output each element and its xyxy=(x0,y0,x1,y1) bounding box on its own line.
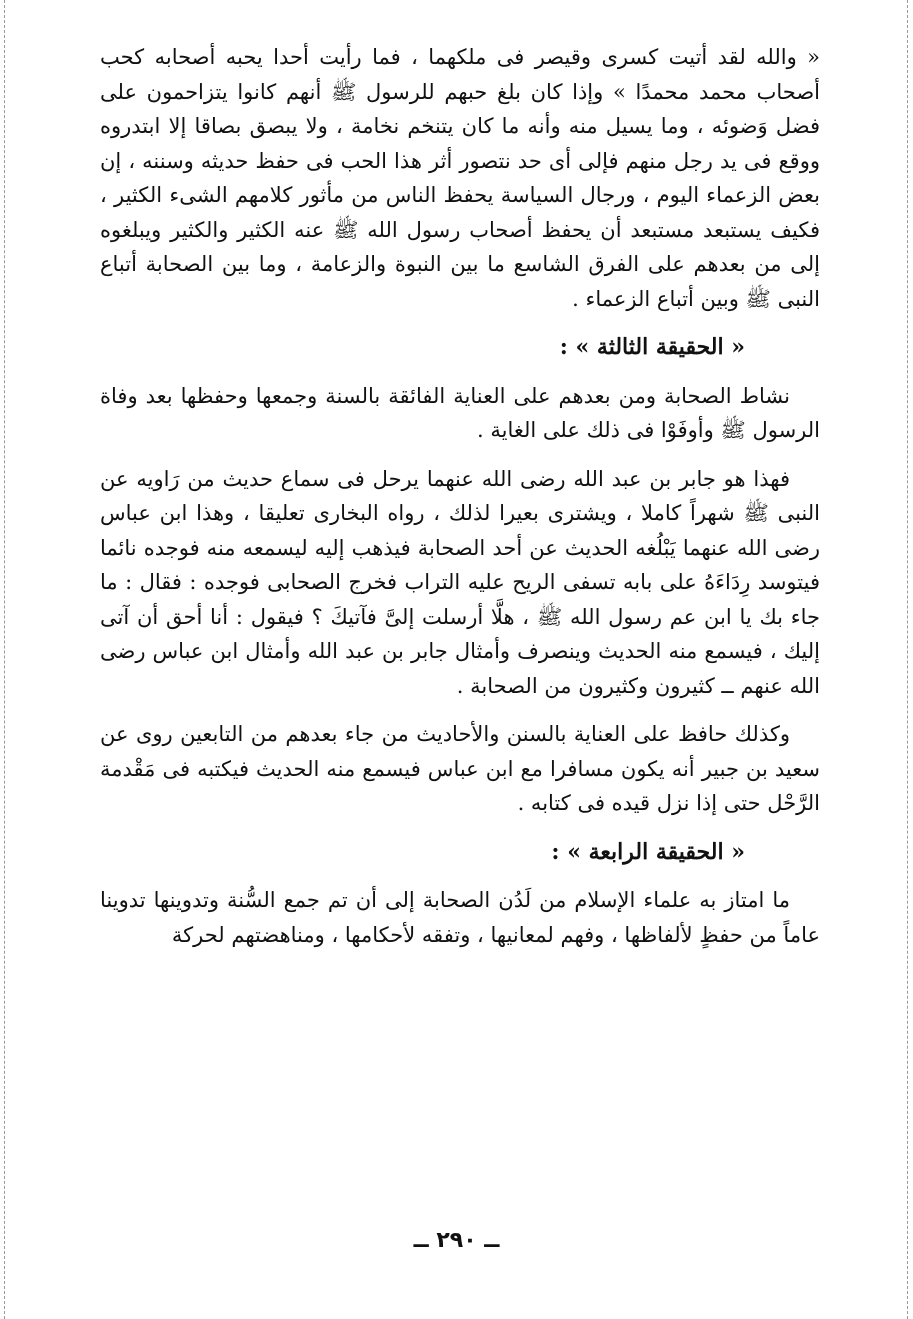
paragraph-3: فهذا هو جابر بن عبد الله رضى الله عنهما يرحل فى سماع حديث من رَاويه عن النبى ﷺ شهراً كاملا ، ويشترى بعيرا لذلك ، رواه البخارى تعليقا ، وهذا ابن عباس رضى الله عنهما يَبْلُغه الحديث عن أحد الصحابة فيذهب إليه ليسمعه منه فوجده نائما فيتوسد رِدَاءَهُ على بابه تسفى الريح عليه التراب فخرج الصحابى فوجده : فقال : ما جاء بك يا ابن عم رسول الله ﷺ ، هلَّا أرسلت إلىَّ فآتيكَ ؟ فيقول : أنا أحق أن آتى إليك ، فيسمع منه الحديث وينصرف وأمثال جابر بن عبد الله وأمثال ابن عباس رضى الله عنهم ــ كثيرون وكثيرون من الصحابة . xyxy=(100,466,820,698)
paragraph-4: وكذلك حافظ على العناية بالسنن والأحاديث من جاء بعدهم من التابعين روى عن سعيد بن جبير أنه يكون مسافرا مع ابن عباس فيسمع منه الحديث فيكتبه فى مَقْدمة الرَّحْل حتى إذا نزل قيده فى كتابه . xyxy=(100,722,820,815)
page-number: ــ ٢٩٠ ــ xyxy=(413,1228,500,1253)
spacer xyxy=(100,448,820,462)
heading-third-fact: « الحقيقة الثالثة » : xyxy=(559,334,745,360)
paragraph-1: « والله لقد أتيت كسرى وقيصر فى ملكهما ، فما رأيت أحدا يحبه أصحابه كحب أصحاب محمد محمدًا » وإذا كان بلغ حبهم للرسول ﷺ أنهم كانوا يتزاحمون على فضل وَضوئه ، وما يسيل منه وأنه ما كان يتنخم نخامة ، ولا يبصق بصاقا إلا ابتدروه ووقع فى يد رجل منهم فإلى أى حد نتصور أثر هذا الحب فى حفظ حديثه وسننه ، إن بعض الزعماء اليوم ، ورجال السياسة يحفظ الناس من مأثور كلامهم الشىء الكثير ، فكيف يستبعد مستبعد أن يحفظ أصحاب رسول الله ﷺ عنه الكثير والكثير ويبلغوه إلى من بعدهم على الفرق الشاسع ما بين النبوة والزعامة ، وما بين الصحابة أتباع النبى ﷺ وبين أتباع الزعماء . xyxy=(100,45,820,311)
scan-edge-left xyxy=(4,0,5,1319)
paragraph-2: نشاط الصحابة ومن بعدهم على العناية الفائقة بالسنة وجمعها وحفظها بعد وفاة الرسول ﷺ وأوفَوْا فى ذلك على الغاية . xyxy=(100,383,820,442)
spacer xyxy=(100,316,820,330)
spacer xyxy=(100,821,820,835)
spacer xyxy=(100,365,820,379)
heading-fourth-fact: « الحقيقة الرابعة » : xyxy=(551,838,745,865)
paragraph-5: ما امتاز به علماء الإسلام من لَدُن الصحابة إلى أن تم جمع السُّنة وتدوينها تدوينا عاماً من حفظٍ لألفاظها ، وفهم لمعانيها ، وتفقه لأحكامها ، ومناهضتهم لحركة xyxy=(100,888,820,947)
spacer xyxy=(100,869,820,883)
spacer xyxy=(100,703,820,717)
scan-edge-right xyxy=(907,0,908,1319)
page-body xyxy=(100,40,820,952)
